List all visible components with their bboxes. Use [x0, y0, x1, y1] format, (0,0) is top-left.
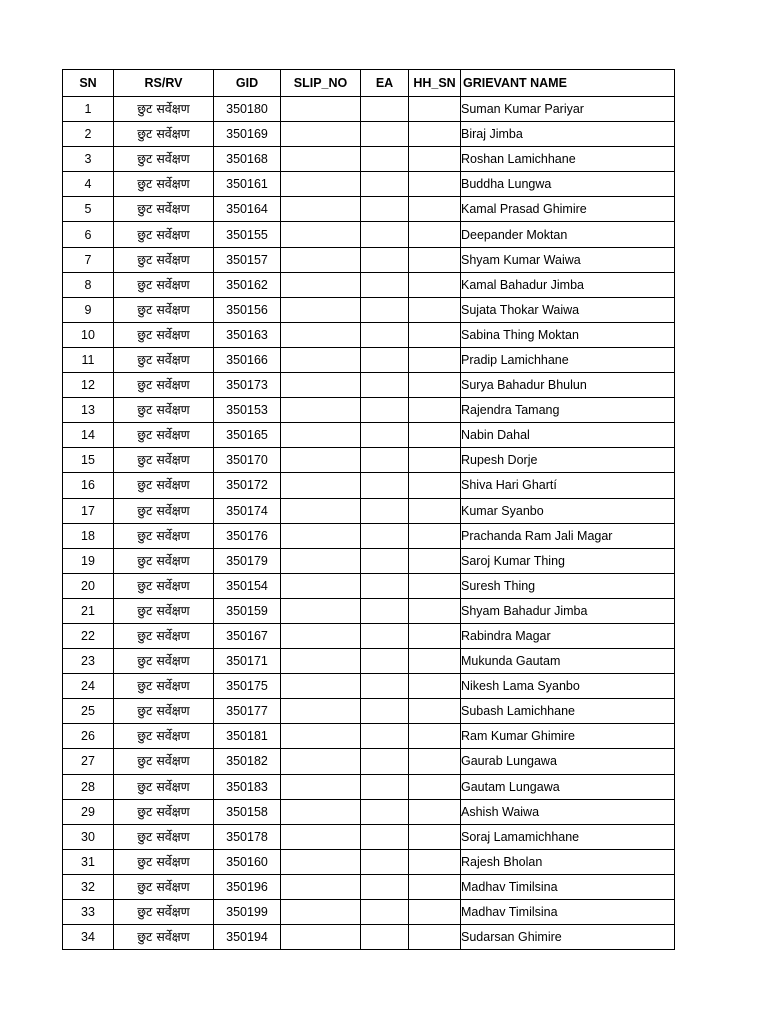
cell-sn: 28 — [63, 774, 114, 799]
table-row — [63, 147, 675, 172]
cell-hh-sn — [409, 498, 461, 523]
cell-rs-rv: छुट सर्वेक्षण — [114, 523, 214, 548]
table-row — [63, 874, 675, 899]
cell-slip-no — [281, 272, 361, 297]
table-row — [63, 824, 675, 849]
cell-grievant-name: Pradip Lamichhane — [461, 347, 675, 372]
cell-slip-no — [281, 147, 361, 172]
cell-gid: 350179 — [214, 548, 281, 573]
cell-ea — [361, 498, 409, 523]
cell-rs-rv: छुट सर्वेक्षण — [114, 824, 214, 849]
cell-ea — [361, 398, 409, 423]
cell-ea — [361, 849, 409, 874]
header-grievant-name: GRIEVANT NAME — [461, 70, 675, 97]
cell-grievant-name: Rajesh Bholan — [461, 849, 675, 874]
cell-gid: 350180 — [214, 97, 281, 122]
cell-grievant-name: Rajendra Tamang — [461, 398, 675, 423]
cell-gid: 350159 — [214, 598, 281, 623]
cell-gid: 350178 — [214, 824, 281, 849]
cell-hh-sn — [409, 548, 461, 573]
cell-grievant-name: Soraj Lamamichhane — [461, 824, 675, 849]
cell-grievant-name: Sudarsan Ghimire — [461, 925, 675, 950]
cell-slip-no — [281, 122, 361, 147]
cell-slip-no — [281, 322, 361, 347]
cell-gid: 350181 — [214, 724, 281, 749]
cell-ea — [361, 900, 409, 925]
cell-ea — [361, 297, 409, 322]
cell-ea — [361, 373, 409, 398]
cell-hh-sn — [409, 523, 461, 548]
cell-ea — [361, 925, 409, 950]
cell-hh-sn — [409, 900, 461, 925]
cell-grievant-name: Nabin Dahal — [461, 423, 675, 448]
cell-sn: 31 — [63, 849, 114, 874]
cell-slip-no — [281, 925, 361, 950]
cell-rs-rv: छुट सर्वेक्षण — [114, 623, 214, 648]
table-row — [63, 398, 675, 423]
cell-hh-sn — [409, 97, 461, 122]
cell-sn: 12 — [63, 373, 114, 398]
cell-hh-sn — [409, 147, 461, 172]
cell-gid: 350155 — [214, 222, 281, 247]
cell-gid: 350160 — [214, 849, 281, 874]
cell-slip-no — [281, 649, 361, 674]
cell-slip-no — [281, 799, 361, 824]
cell-hh-sn — [409, 674, 461, 699]
cell-rs-rv: छुट सर्वेक्षण — [114, 222, 214, 247]
cell-ea — [361, 448, 409, 473]
cell-hh-sn — [409, 573, 461, 598]
cell-sn: 2 — [63, 122, 114, 147]
table-row — [63, 297, 675, 322]
cell-slip-no — [281, 297, 361, 322]
cell-rs-rv: छुट सर्वेक्षण — [114, 297, 214, 322]
cell-rs-rv: छुट सर्वेक्षण — [114, 423, 214, 448]
cell-hh-sn — [409, 172, 461, 197]
cell-rs-rv: छुट सर्वेक्षण — [114, 900, 214, 925]
cell-rs-rv: छुट सर्वेक्षण — [114, 172, 214, 197]
cell-slip-no — [281, 900, 361, 925]
cell-gid: 350161 — [214, 172, 281, 197]
cell-rs-rv: छुट सर्वेक्षण — [114, 197, 214, 222]
cell-sn: 23 — [63, 649, 114, 674]
cell-sn: 30 — [63, 824, 114, 849]
cell-hh-sn — [409, 749, 461, 774]
cell-ea — [361, 222, 409, 247]
cell-rs-rv: छुट सर्वेक्षण — [114, 498, 214, 523]
cell-grievant-name: Madhav Timilsina — [461, 900, 675, 925]
cell-gid: 350165 — [214, 423, 281, 448]
header-gid: GID — [214, 70, 281, 97]
cell-rs-rv: छुट सर्वेक्षण — [114, 398, 214, 423]
cell-rs-rv: छुट सर्वेक्षण — [114, 699, 214, 724]
cell-grievant-name: Madhav Timilsina — [461, 874, 675, 899]
header-rs-rv: RS/RV — [114, 70, 214, 97]
table-row — [63, 498, 675, 523]
cell-hh-sn — [409, 122, 461, 147]
cell-ea — [361, 197, 409, 222]
cell-grievant-name: Suman Kumar Pariyar — [461, 97, 675, 122]
cell-sn: 17 — [63, 498, 114, 523]
table-row — [63, 548, 675, 573]
cell-sn: 18 — [63, 523, 114, 548]
cell-sn: 27 — [63, 749, 114, 774]
header-ea: EA — [361, 70, 409, 97]
table-row — [63, 649, 675, 674]
cell-ea — [361, 874, 409, 899]
table-row — [63, 473, 675, 498]
table-row — [63, 247, 675, 272]
cell-grievant-name: Deepander Moktan — [461, 222, 675, 247]
cell-gid: 350183 — [214, 774, 281, 799]
cell-rs-rv: छुट सर्वेक्षण — [114, 649, 214, 674]
cell-sn: 20 — [63, 573, 114, 598]
cell-sn: 10 — [63, 322, 114, 347]
cell-gid: 350153 — [214, 398, 281, 423]
cell-sn: 8 — [63, 272, 114, 297]
cell-gid: 350175 — [214, 674, 281, 699]
cell-hh-sn — [409, 423, 461, 448]
cell-slip-no — [281, 598, 361, 623]
table-row — [63, 623, 675, 648]
cell-slip-no — [281, 247, 361, 272]
cell-hh-sn — [409, 824, 461, 849]
table-row — [63, 799, 675, 824]
cell-rs-rv: छुट सर्वेक्षण — [114, 373, 214, 398]
cell-grievant-name: Shiva Hari Ghartí — [461, 473, 675, 498]
cell-slip-no — [281, 347, 361, 372]
table-body — [63, 97, 675, 950]
cell-rs-rv: छुट सर्वेक्षण — [114, 849, 214, 874]
cell-slip-no — [281, 373, 361, 398]
cell-hh-sn — [409, 699, 461, 724]
cell-gid: 350199 — [214, 900, 281, 925]
cell-sn: 33 — [63, 900, 114, 925]
cell-sn: 1 — [63, 97, 114, 122]
cell-slip-no — [281, 97, 361, 122]
cell-hh-sn — [409, 473, 461, 498]
cell-gid: 350176 — [214, 523, 281, 548]
cell-ea — [361, 824, 409, 849]
cell-rs-rv: छुट सर्वेक्षण — [114, 147, 214, 172]
cell-hh-sn — [409, 272, 461, 297]
cell-slip-no — [281, 423, 361, 448]
cell-ea — [361, 423, 409, 448]
cell-hh-sn — [409, 623, 461, 648]
cell-rs-rv: छुट सर्वेक्षण — [114, 874, 214, 899]
cell-rs-rv: छुट सर्वेक्षण — [114, 774, 214, 799]
table-row — [63, 674, 675, 699]
cell-grievant-name: Sabina Thing Moktan — [461, 322, 675, 347]
table-row — [63, 423, 675, 448]
cell-gid: 350196 — [214, 874, 281, 899]
cell-rs-rv: छुट सर्वेक्षण — [114, 573, 214, 598]
cell-slip-no — [281, 623, 361, 648]
cell-rs-rv: छुट सर्वेक्षण — [114, 749, 214, 774]
cell-slip-no — [281, 548, 361, 573]
table-row — [63, 322, 675, 347]
cell-grievant-name: Rabindra Magar — [461, 623, 675, 648]
cell-ea — [361, 699, 409, 724]
cell-hh-sn — [409, 849, 461, 874]
cell-grievant-name: Gaurab Lungawa — [461, 749, 675, 774]
cell-grievant-name: Sujata Thokar Waiwa — [461, 297, 675, 322]
cell-sn: 15 — [63, 448, 114, 473]
cell-grievant-name: Shyam Kumar Waiwa — [461, 247, 675, 272]
cell-slip-no — [281, 724, 361, 749]
cell-slip-no — [281, 523, 361, 548]
cell-grievant-name: Surya Bahadur Bhulun — [461, 373, 675, 398]
cell-ea — [361, 749, 409, 774]
cell-sn: 29 — [63, 799, 114, 824]
cell-rs-rv: छुट सर्वेक्षण — [114, 122, 214, 147]
cell-slip-no — [281, 674, 361, 699]
cell-grievant-name: Kamal Bahadur Jimba — [461, 272, 675, 297]
table-row — [63, 749, 675, 774]
cell-hh-sn — [409, 347, 461, 372]
cell-sn: 26 — [63, 724, 114, 749]
cell-sn: 34 — [63, 925, 114, 950]
cell-grievant-name: Suresh Thing — [461, 573, 675, 598]
grievance-table — [62, 69, 675, 950]
header-hh-sn: HH_SN — [409, 70, 461, 97]
cell-rs-rv: छुट सर्वेक्षण — [114, 448, 214, 473]
cell-sn: 22 — [63, 623, 114, 648]
cell-gid: 350157 — [214, 247, 281, 272]
cell-slip-no — [281, 473, 361, 498]
cell-gid: 350167 — [214, 623, 281, 648]
cell-gid: 350171 — [214, 649, 281, 674]
cell-grievant-name: Subash Lamichhane — [461, 699, 675, 724]
table-row — [63, 448, 675, 473]
cell-ea — [361, 548, 409, 573]
cell-gid: 350166 — [214, 347, 281, 372]
cell-grievant-name: Gautam Lungawa — [461, 774, 675, 799]
cell-gid: 350156 — [214, 297, 281, 322]
cell-slip-no — [281, 774, 361, 799]
cell-hh-sn — [409, 598, 461, 623]
cell-grievant-name: Nikesh Lama Syanbo — [461, 674, 675, 699]
cell-grievant-name: Buddha Lungwa — [461, 172, 675, 197]
cell-hh-sn — [409, 373, 461, 398]
table-row — [63, 347, 675, 372]
cell-hh-sn — [409, 774, 461, 799]
cell-gid: 350194 — [214, 925, 281, 950]
cell-slip-no — [281, 824, 361, 849]
cell-rs-rv: छुट सर्वेक्षण — [114, 97, 214, 122]
cell-rs-rv: छुट सर्वेक्षण — [114, 272, 214, 297]
cell-ea — [361, 523, 409, 548]
cell-grievant-name: Shyam Bahadur Jimba — [461, 598, 675, 623]
cell-slip-no — [281, 222, 361, 247]
cell-ea — [361, 122, 409, 147]
cell-ea — [361, 674, 409, 699]
cell-hh-sn — [409, 724, 461, 749]
cell-rs-rv: छुट सर्वेक्षण — [114, 548, 214, 573]
cell-hh-sn — [409, 297, 461, 322]
cell-slip-no — [281, 197, 361, 222]
header-row — [63, 70, 675, 97]
cell-rs-rv: छुट सर्वेक्षण — [114, 473, 214, 498]
cell-grievant-name: Kamal Prasad Ghimire — [461, 197, 675, 222]
cell-slip-no — [281, 699, 361, 724]
cell-ea — [361, 724, 409, 749]
cell-ea — [361, 573, 409, 598]
cell-rs-rv: छुट सर्वेक्षण — [114, 322, 214, 347]
cell-grievant-name: Mukunda Gautam — [461, 649, 675, 674]
cell-slip-no — [281, 172, 361, 197]
cell-gid: 350182 — [214, 749, 281, 774]
cell-grievant-name: Prachanda Ram Jali Magar — [461, 523, 675, 548]
cell-gid: 350173 — [214, 373, 281, 398]
cell-ea — [361, 272, 409, 297]
cell-hh-sn — [409, 247, 461, 272]
table-row — [63, 97, 675, 122]
cell-sn: 6 — [63, 222, 114, 247]
cell-gid: 350163 — [214, 322, 281, 347]
cell-sn: 24 — [63, 674, 114, 699]
table-row — [63, 925, 675, 950]
cell-gid: 350162 — [214, 272, 281, 297]
cell-sn: 7 — [63, 247, 114, 272]
cell-hh-sn — [409, 925, 461, 950]
cell-rs-rv: छुट सर्वेक्षण — [114, 724, 214, 749]
cell-gid: 350172 — [214, 473, 281, 498]
cell-gid: 350177 — [214, 699, 281, 724]
cell-rs-rv: छुट सर्वेक्षण — [114, 598, 214, 623]
cell-ea — [361, 774, 409, 799]
table-row — [63, 900, 675, 925]
table-row — [63, 373, 675, 398]
cell-ea — [361, 649, 409, 674]
cell-sn: 32 — [63, 874, 114, 899]
cell-ea — [361, 799, 409, 824]
cell-grievant-name: Rupesh Dorje — [461, 448, 675, 473]
cell-gid: 350169 — [214, 122, 281, 147]
cell-rs-rv: छुट सर्वेक्षण — [114, 347, 214, 372]
table-row — [63, 598, 675, 623]
table-row — [63, 849, 675, 874]
table-row — [63, 272, 675, 297]
cell-hh-sn — [409, 874, 461, 899]
table-row — [63, 172, 675, 197]
cell-grievant-name: Roshan Lamichhane — [461, 147, 675, 172]
cell-grievant-name: Biraj Jimba — [461, 122, 675, 147]
cell-ea — [361, 322, 409, 347]
cell-ea — [361, 172, 409, 197]
cell-sn: 9 — [63, 297, 114, 322]
header-sn: SN — [63, 70, 114, 97]
table-row — [63, 122, 675, 147]
cell-ea — [361, 147, 409, 172]
cell-slip-no — [281, 398, 361, 423]
cell-sn: 16 — [63, 473, 114, 498]
cell-ea — [361, 247, 409, 272]
cell-rs-rv: छुट सर्वेक्षण — [114, 925, 214, 950]
cell-slip-no — [281, 874, 361, 899]
cell-slip-no — [281, 749, 361, 774]
header-slip-no: SLIP_NO — [281, 70, 361, 97]
cell-hh-sn — [409, 197, 461, 222]
cell-sn: 5 — [63, 197, 114, 222]
cell-sn: 25 — [63, 699, 114, 724]
cell-sn: 11 — [63, 347, 114, 372]
cell-sn: 4 — [63, 172, 114, 197]
cell-rs-rv: छुट सर्वेक्षण — [114, 674, 214, 699]
cell-ea — [361, 97, 409, 122]
cell-hh-sn — [409, 649, 461, 674]
cell-gid: 350158 — [214, 799, 281, 824]
cell-ea — [361, 347, 409, 372]
cell-hh-sn — [409, 799, 461, 824]
cell-gid: 350154 — [214, 573, 281, 598]
table-header — [63, 70, 675, 97]
table-row — [63, 197, 675, 222]
cell-ea — [361, 623, 409, 648]
cell-grievant-name: Saroj Kumar Thing — [461, 548, 675, 573]
table-row — [63, 573, 675, 598]
cell-slip-no — [281, 498, 361, 523]
cell-sn: 3 — [63, 147, 114, 172]
cell-slip-no — [281, 573, 361, 598]
cell-slip-no — [281, 448, 361, 473]
cell-gid: 350174 — [214, 498, 281, 523]
table-row — [63, 724, 675, 749]
cell-hh-sn — [409, 448, 461, 473]
cell-grievant-name: Ashish Waiwa — [461, 799, 675, 824]
cell-ea — [361, 473, 409, 498]
cell-gid: 350170 — [214, 448, 281, 473]
cell-sn: 21 — [63, 598, 114, 623]
cell-sn: 13 — [63, 398, 114, 423]
table-row — [63, 523, 675, 548]
cell-rs-rv: छुट सर्वेक्षण — [114, 247, 214, 272]
cell-hh-sn — [409, 222, 461, 247]
table-row — [63, 699, 675, 724]
cell-grievant-name: Kumar Syanbo — [461, 498, 675, 523]
cell-grievant-name: Ram Kumar Ghimire — [461, 724, 675, 749]
table-row — [63, 774, 675, 799]
cell-sn: 14 — [63, 423, 114, 448]
cell-hh-sn — [409, 398, 461, 423]
cell-gid: 350164 — [214, 197, 281, 222]
cell-ea — [361, 598, 409, 623]
table-row — [63, 222, 675, 247]
cell-gid: 350168 — [214, 147, 281, 172]
cell-slip-no — [281, 849, 361, 874]
cell-sn: 19 — [63, 548, 114, 573]
cell-hh-sn — [409, 322, 461, 347]
cell-rs-rv: छुट सर्वेक्षण — [114, 799, 214, 824]
